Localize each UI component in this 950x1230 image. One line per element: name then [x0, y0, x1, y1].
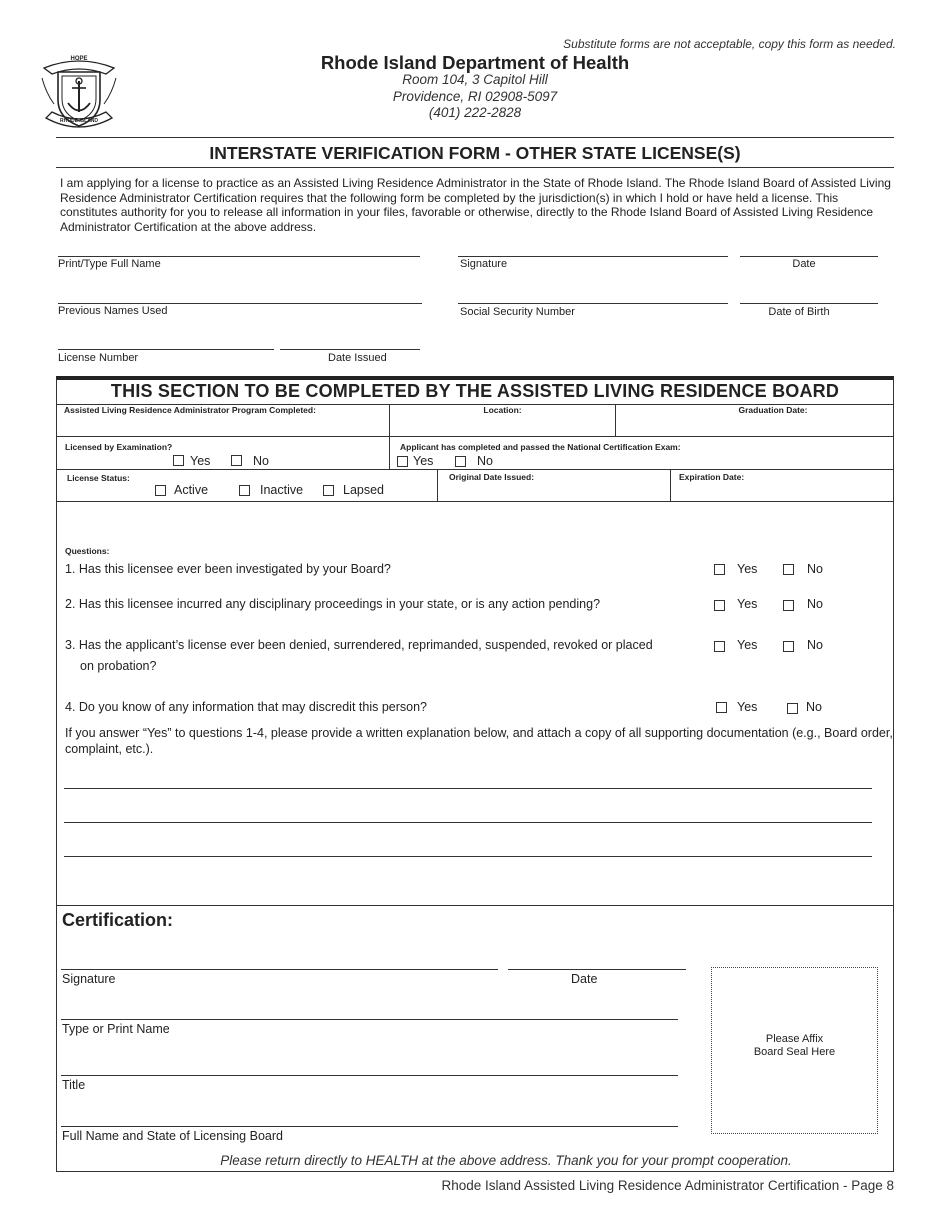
graduation-date-label: Graduation Date:: [738, 405, 808, 415]
address-line-2: Providence, RI 02908-5097: [392, 89, 558, 104]
explanation-line-1[interactable]: [64, 788, 872, 789]
program-completed-label: Assisted Living Residence Administrator Program Completed:: [64, 405, 316, 415]
previous-names-label: Previous Names Used: [58, 305, 168, 317]
certification-heading: Certification:: [62, 910, 174, 930]
national-exam-no-checkbox[interactable]: [455, 456, 466, 467]
q2-no-checkbox[interactable]: [783, 600, 794, 611]
exam-no-label: No: [253, 454, 269, 468]
question-4: 4. Do you know of any information that may discredit this person?: [65, 700, 427, 714]
form-title: INTERSTATE VERIFICATION FORM - OTHER STATE LICENSE(S): [209, 143, 741, 163]
q3-no-label: No: [807, 638, 823, 652]
cert-board-name-line[interactable]: [61, 1126, 678, 1127]
cert-print-name-line[interactable]: [61, 1019, 678, 1020]
q1-no-label: No: [807, 562, 823, 576]
board-col-rule-c: [437, 469, 438, 501]
q2-yes-checkbox[interactable]: [714, 600, 725, 611]
licensed-by-exam-label: Licensed by Examination?: [65, 442, 173, 452]
cert-print-name-label: Type or Print Name: [62, 1022, 170, 1036]
status-lapsed-label: Lapsed: [343, 483, 385, 497]
q4-yes-checkbox[interactable]: [716, 702, 727, 713]
q1-no-checkbox[interactable]: [783, 564, 794, 575]
cert-date-line[interactable]: [508, 969, 686, 970]
board-section-title: THIS SECTION TO BE COMPLETED BY THE ASSISTED LIVING RESIDENCE BOARD: [110, 381, 840, 401]
board-row-rule-2: [56, 436, 894, 437]
full-name-label: Print/Type Full Name: [58, 258, 161, 270]
applicant-signature-label: Signature: [460, 258, 508, 270]
national-exam-label: Applicant has completed and passed the National Certification Exam:: [400, 442, 681, 452]
cert-title-label: Title: [62, 1078, 86, 1092]
intro-paragraph: I am applying for a license to practice as an Assisted Living Residence Administrator in the State of Rhode Island. The Rhode Island Board of Assisted Living Residence Administrator Certification requires that the following form be completed by the jurisdiction(s) in which I hold or have held a license. This constitutes authority for you to release all information in your files, favorable or otherwise, directly to the Rhode Island Board of Assisted Living Residence Administrator Certification at the above address.: [60, 176, 891, 234]
cert-signature-line[interactable]: [61, 969, 498, 970]
cert-title-line[interactable]: [61, 1075, 678, 1076]
explanation-note: If you answer “Yes” to questions 1-4, please provide a written explanation below, and attach a copy of all supporting documentation (e.g., Board order, complaint, etc.).: [65, 726, 893, 756]
ssn-label: Social Security Number: [460, 306, 575, 318]
expiration-date-label: Expiration Date:: [679, 472, 745, 482]
board-col-rule-d: [670, 469, 671, 501]
board-row-rule-3: [56, 469, 894, 470]
date-issued-line[interactable]: [280, 349, 420, 350]
license-status-label: License Status:: [67, 473, 130, 483]
applicant-date-label: Date: [792, 258, 816, 270]
exam-no-checkbox[interactable]: [231, 455, 242, 466]
return-note: Please return directly to HEALTH at the above address. Thank you for your prompt cooperation.: [220, 1153, 792, 1168]
board-row-rule-4: [56, 501, 894, 502]
q2-no-label: No: [807, 597, 823, 611]
page-footer: Rhode Island Assisted Living Residence Administrator Certification - Page 8: [441, 1178, 894, 1193]
title-top-rule: [56, 137, 894, 138]
status-inactive-checkbox[interactable]: [239, 485, 250, 496]
original-date-issued-label: Original Date Issued:: [449, 472, 535, 482]
title-bottom-rule: [56, 167, 894, 168]
applicant-date-line[interactable]: [740, 256, 878, 257]
question-3-line-1: 3. Has the applicant’s license ever been denied, surrendered, reprimanded, suspended, revoked or placed: [65, 638, 653, 652]
license-number-label: License Number: [58, 352, 139, 364]
cert-date-label: Date: [571, 972, 598, 986]
license-number-line[interactable]: [58, 349, 274, 350]
q3-yes-checkbox[interactable]: [714, 641, 725, 652]
explanation-line-2[interactable]: [64, 822, 872, 823]
dob-line[interactable]: [740, 303, 878, 304]
question-2: 2. Has this licensee incurred any disciplinary proceedings in your state, or is any action pending?: [65, 597, 601, 611]
question-3-line-2: on probation?: [80, 659, 157, 673]
status-inactive-label: Inactive: [260, 483, 304, 497]
state-seal: [36, 48, 122, 134]
questions-heading: Questions:: [65, 546, 110, 556]
exam-yes-checkbox[interactable]: [173, 455, 184, 466]
cert-signature-label: Signature: [62, 972, 116, 986]
national-exam-yes-label: Yes: [413, 454, 434, 468]
q4-yes-label: Yes: [737, 700, 758, 714]
address-line-1: Room 104, 3 Capitol Hill: [402, 72, 548, 87]
status-active-checkbox[interactable]: [155, 485, 166, 496]
national-exam-yes-checkbox[interactable]: [397, 456, 408, 467]
status-lapsed-checkbox[interactable]: [323, 485, 334, 496]
q3-yes-label: Yes: [737, 638, 758, 652]
substitute-notice: Substitute forms are not acceptable, copy this form as needed.: [563, 37, 896, 51]
q1-yes-checkbox[interactable]: [714, 564, 725, 575]
seal-box-line-2: Board Seal Here: [753, 1046, 836, 1058]
status-active-label: Active: [174, 483, 209, 497]
dob-label: Date of Birth: [768, 306, 830, 318]
q3-no-checkbox[interactable]: [783, 641, 794, 652]
cert-board-name-label: Full Name and State of Licensing Board: [62, 1129, 283, 1143]
q2-yes-label: Yes: [737, 597, 758, 611]
explanation-line-3[interactable]: [64, 856, 872, 857]
seal-motto: HOPE: [70, 56, 88, 62]
date-issued-label: Date Issued: [328, 352, 387, 364]
exam-yes-label: Yes: [190, 454, 211, 468]
ssn-line[interactable]: [458, 303, 728, 304]
q1-yes-label: Yes: [737, 562, 758, 576]
location-label: Location:: [483, 405, 522, 415]
national-exam-no-label: No: [477, 454, 493, 468]
seal-state-name: RHODE ISLAND: [59, 118, 99, 124]
applicant-signature-line[interactable]: [458, 256, 728, 257]
q4-no-label: No: [806, 700, 822, 714]
phone-number: (401) 222-2828: [428, 105, 522, 120]
question-1: 1. Has this licensee ever been investigated by your Board?: [65, 562, 391, 576]
department-name: Rhode Island Department of Health: [320, 52, 630, 73]
q4-no-checkbox[interactable]: [787, 703, 798, 714]
previous-names-line[interactable]: [58, 303, 422, 304]
seal-box-line-1: Please Affix: [765, 1033, 824, 1045]
full-name-line[interactable]: [58, 256, 420, 257]
certification-divider: [56, 905, 894, 906]
